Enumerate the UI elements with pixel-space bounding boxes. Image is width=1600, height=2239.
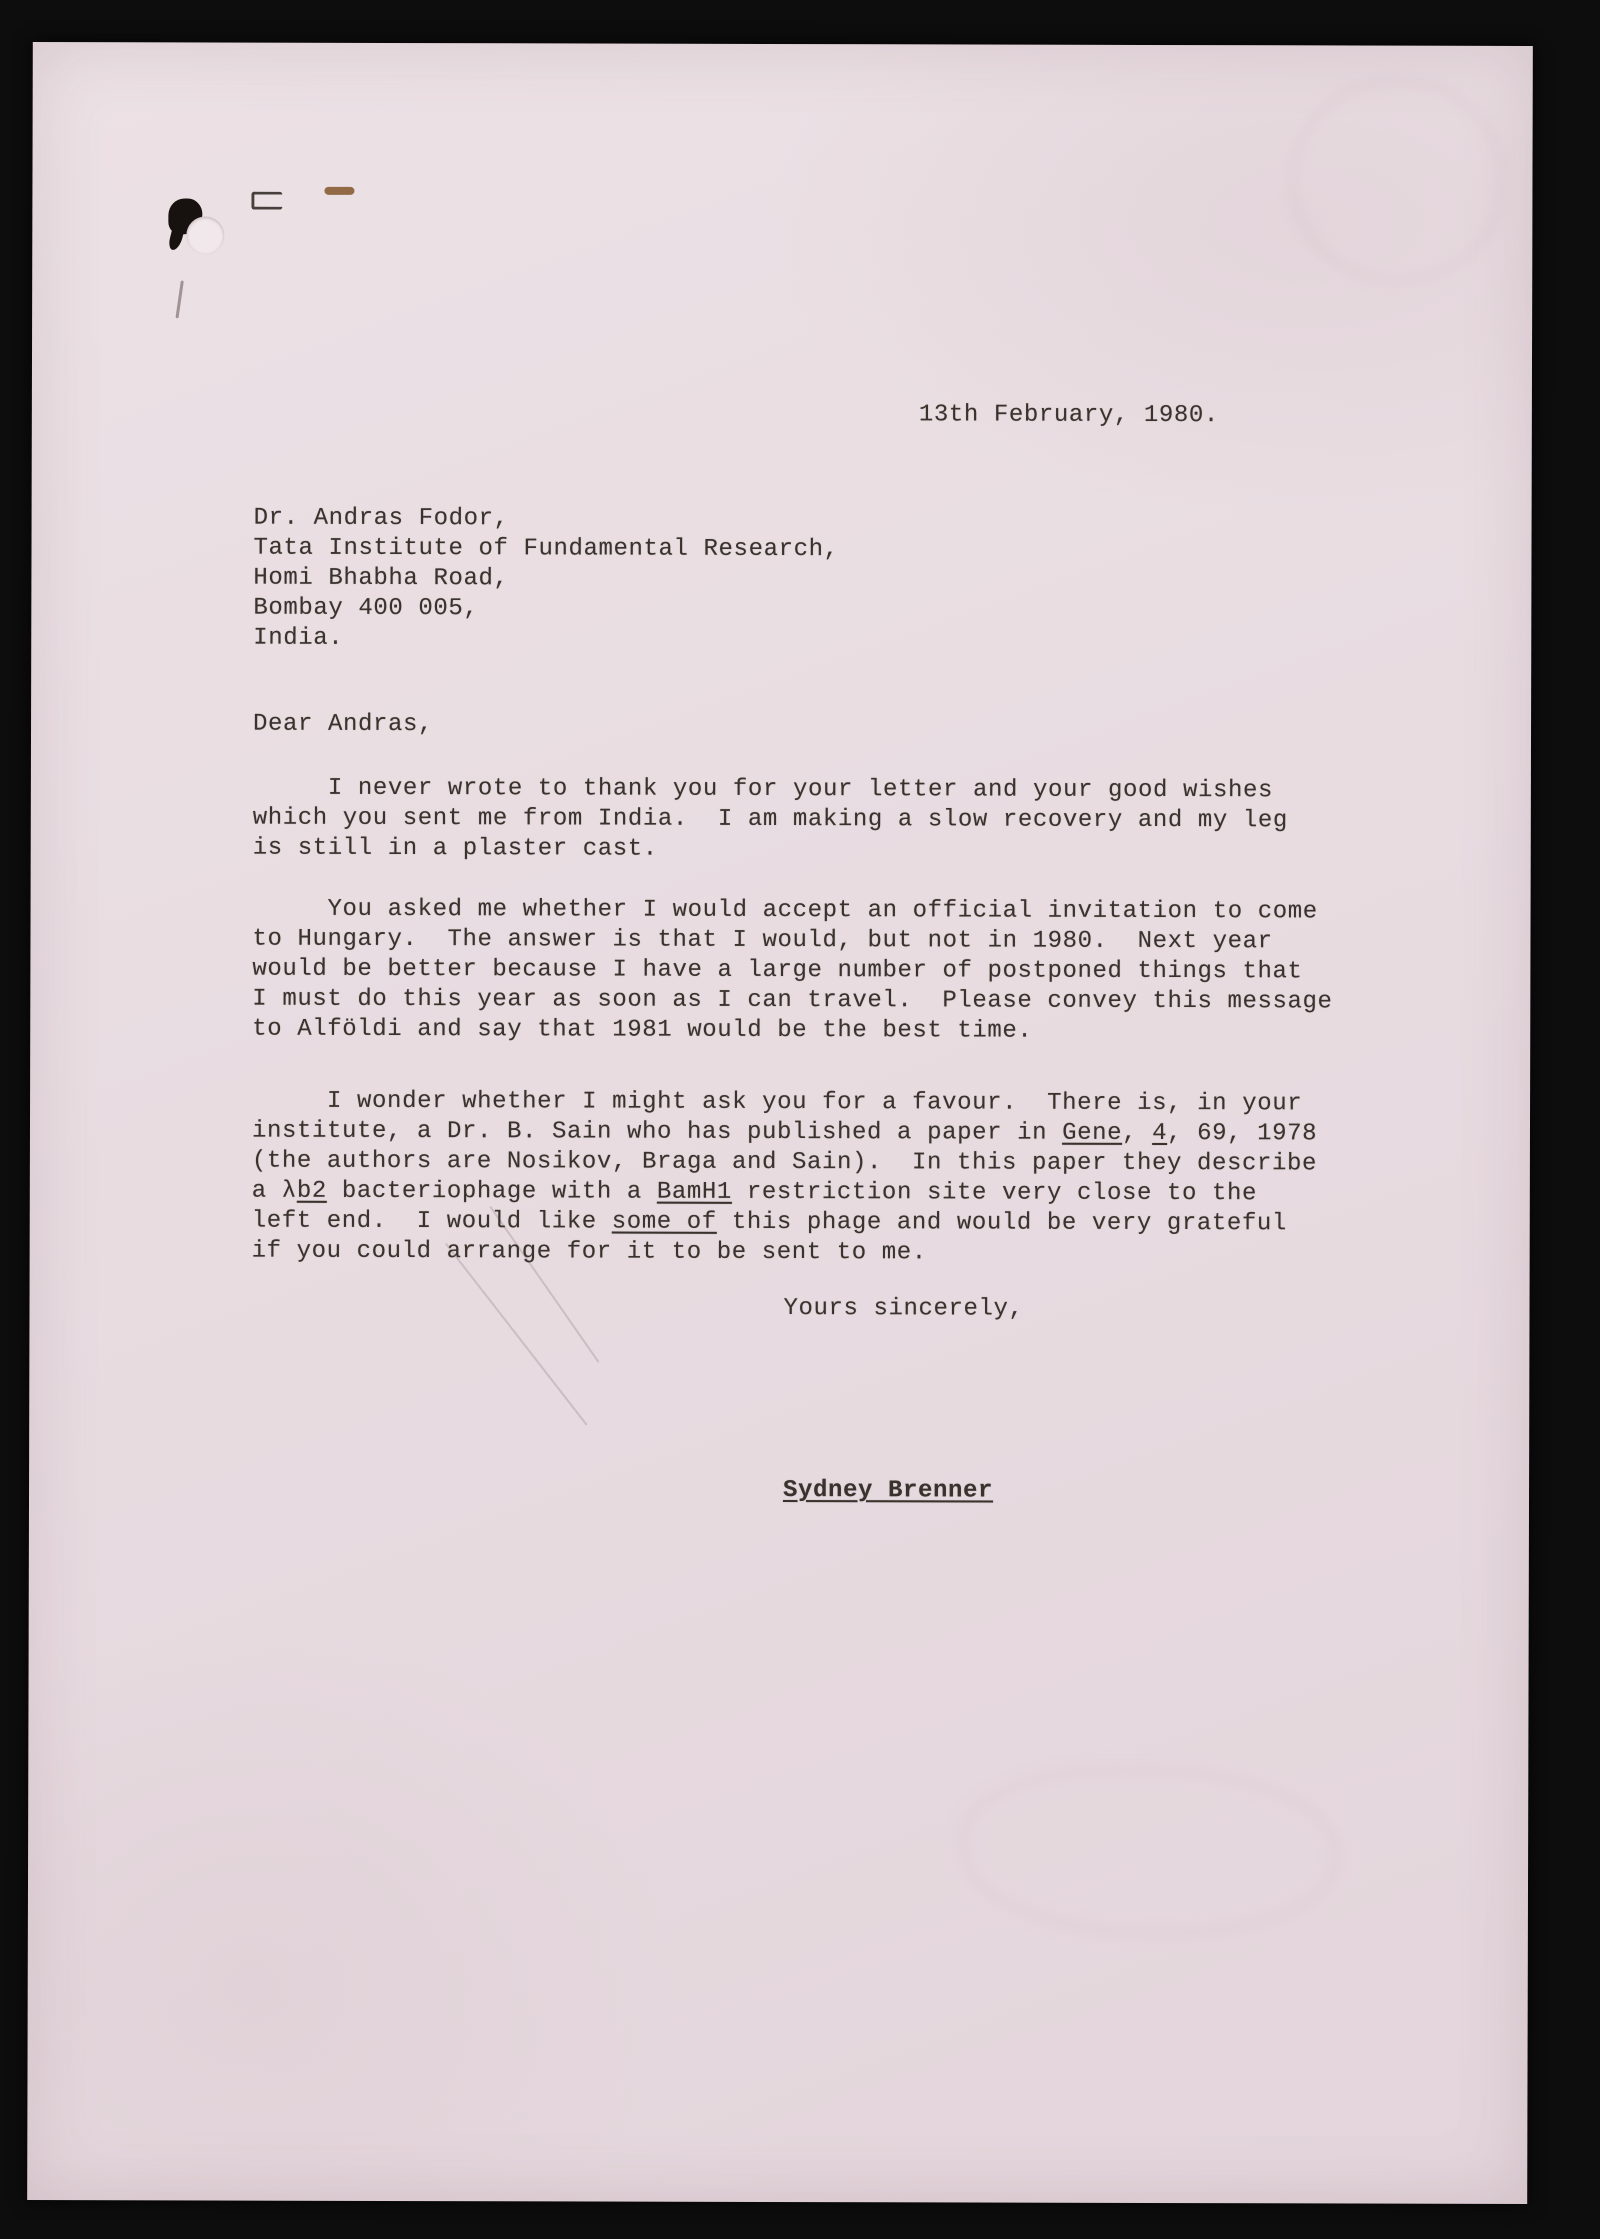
embossed-stamp-ghost — [1287, 75, 1508, 286]
letter-page — [27, 42, 1533, 2204]
letter-date: 13th February, 1980. — [918, 401, 1219, 430]
paper-stain-ghost — [958, 1764, 1342, 1939]
punched-hole — [186, 216, 224, 254]
salutation: Dear Andras, — [253, 710, 434, 739]
scratch-mark — [175, 280, 183, 318]
pen-mark — [251, 192, 282, 210]
body-paragraph-3: I wonder whether I might ask you for a favour. There is, in your institute, a Dr. B. Sain who has published a paper in Gene, 4, 69, 1978 (the authors are Nosikov, Braga and Sain). In this paper they describe a λb2 bacteriophage with a BamH1 restriction site very close to the left end. I would like some of this phage and would be very grateful if you could arrange for it to be sent to me. — [251, 1087, 1318, 1267]
closing: Yours sincerely, — [783, 1295, 1024, 1323]
body-paragraph-2: You asked me whether I would accept an official invitation to come to Hungary. The answer is that I would, but not in 1980. Next year would be better because I have a large number of postponed things that I must do this year as soon as I can travel. Please convey this message to Alföldi and say that 1981 would be the best time. — [252, 895, 1333, 1045]
letter-body — [251, 399, 1414, 1508]
body-paragraph-1: I never wrote to thank you for your letter and your good wishes which you sent me from India. I am making a slow recovery and my leg is still in a plaster cast. — [252, 774, 1289, 863]
recipient-address: Dr. Andras Fodor, Tata Institute of Fundamental Research, Homi Bhabha Road, Bombay 400 005, India. — [253, 504, 839, 652]
rust-mark — [324, 187, 354, 195]
signature: Sydney Brenner — [783, 1477, 994, 1505]
